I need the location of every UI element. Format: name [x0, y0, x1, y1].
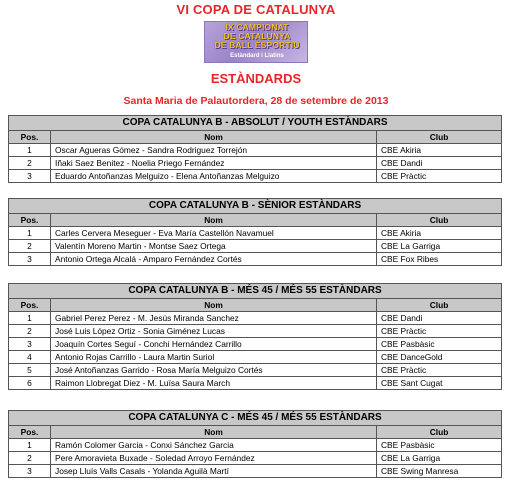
row-couple-name: Valentín Moreno Martin - Montse Saez Ortega	[51, 240, 377, 253]
column-header-name: Nom	[51, 299, 377, 312]
row-couple-name: Gabriel Perez Perez - M. Jesús Miranda Sanchez	[51, 312, 377, 325]
row-position: 2	[9, 325, 51, 338]
column-header-club: Club	[377, 299, 502, 312]
table-row	[9, 240, 502, 253]
table-title-row	[9, 116, 502, 131]
event-place-date: Santa Maria de Palautordera, 28 de setembre de 2013	[123, 95, 389, 107]
table-title: COPA CATALUNYA B - ABSOLUT / YOUTH ESTÀNDARS	[9, 116, 502, 131]
row-club: CBE La Garriga	[377, 452, 502, 465]
results-table	[8, 410, 502, 478]
row-club: CBE Pràctic	[377, 325, 502, 338]
row-position: 1	[9, 227, 51, 240]
row-position: 1	[9, 439, 51, 452]
results-table	[8, 115, 502, 183]
table-row	[9, 351, 502, 364]
table-row	[9, 452, 502, 465]
table-row	[9, 439, 502, 452]
row-club: CBE Pasbàsic	[377, 338, 502, 351]
page-title: VI COPA DE CATALUNYA	[176, 2, 336, 17]
table-row	[9, 338, 502, 351]
column-header-pos: Pos.	[9, 131, 51, 144]
table-row	[9, 377, 502, 390]
row-club: CBE Fox Ribes	[377, 253, 502, 266]
column-header-row	[9, 131, 502, 144]
table-row	[9, 253, 502, 266]
row-position: 5	[9, 364, 51, 377]
table-row	[9, 157, 502, 170]
row-position: 2	[9, 240, 51, 253]
column-header-pos: Pos.	[9, 299, 51, 312]
row-couple-name: Raimon Llobregat Diez - M. Luïsa Saura March	[51, 377, 377, 390]
row-club: CBE Swing Manresa	[377, 465, 502, 478]
column-header-club: Club	[377, 426, 502, 439]
row-position: 3	[9, 170, 51, 183]
table-title-row	[9, 199, 502, 214]
table-title-row	[9, 284, 502, 299]
row-position: 1	[9, 312, 51, 325]
row-position: 3	[9, 253, 51, 266]
row-couple-name: José Antoñanzas Garrido - Rosa María Melguizo Cortés	[51, 364, 377, 377]
column-header-name: Nom	[51, 426, 377, 439]
row-couple-name: Joaquín Cortes Seguí - Conchi Hernández Carrillo	[51, 338, 377, 351]
row-club: CBE Akiria	[377, 144, 502, 157]
table-row	[9, 312, 502, 325]
logo-line-3: DE BALL ESPORTIU	[214, 40, 300, 50]
table-title-row	[9, 411, 502, 426]
table-row	[9, 364, 502, 377]
row-club: CBE La Garriga	[377, 240, 502, 253]
column-header-pos: Pos.	[9, 214, 51, 227]
row-position: 4	[9, 351, 51, 364]
row-position: 6	[9, 377, 51, 390]
logo-line-2: DE CATALUNYA	[223, 31, 291, 41]
table-title: COPA CATALUNYA B - SÈNIOR ESTÀNDARS	[9, 199, 502, 214]
row-club: CBE Pasbàsic	[377, 439, 502, 452]
table-row	[9, 144, 502, 157]
row-position: 2	[9, 452, 51, 465]
column-header-club: Club	[377, 214, 502, 227]
table-row	[9, 325, 502, 338]
column-header-row	[9, 426, 502, 439]
results-table	[8, 198, 502, 266]
row-couple-name: Pere Amoravieta Buxade - Soledad Arroyo Fernández	[51, 452, 377, 465]
row-club: CBE DanceGold	[377, 351, 502, 364]
row-couple-name: José Luis López Ortiz - Sonia Giménez Lucas	[51, 325, 377, 338]
row-couple-name: Ramón Colomer Garcia - Conxi Sánchez Garcia	[51, 439, 377, 452]
column-header-pos: Pos.	[9, 426, 51, 439]
results-table	[8, 283, 502, 390]
row-couple-name: Oscar Agueras Gómez - Sandra Rodriguez Torrejón	[51, 144, 377, 157]
page-subtitle: ESTÀNDARDS	[210, 71, 302, 86]
row-club: CBE Sant Cugat	[377, 377, 502, 390]
table-row	[9, 170, 502, 183]
row-club: CBE Dandi	[377, 157, 502, 170]
column-header-name: Nom	[51, 214, 377, 227]
table-row	[9, 465, 502, 478]
row-couple-name: Iñaki Saez Benitez - Noelia Priego Fernández	[51, 157, 377, 170]
logo-line-1: IX CAMPIONAT	[225, 22, 289, 32]
row-position: 2	[9, 157, 51, 170]
table-title: COPA CATALUNYA C - MÉS 45 / MÉS 55 ESTÀNDARS	[9, 411, 502, 426]
row-club: CBE Pràctic	[377, 170, 502, 183]
table-row	[9, 227, 502, 240]
row-club: CBE Akiria	[377, 227, 502, 240]
row-couple-name: Antonio Rojas Carrillo - Laura Martin Suriol	[51, 351, 377, 364]
column-header-row	[9, 299, 502, 312]
row-couple-name: Antonio Ortega Alcalá - Amparo Fernández Cortés	[51, 253, 377, 266]
row-couple-name: Carles Cervera Meseguer - Eva María Castellón Navamuel	[51, 227, 377, 240]
row-couple-name: Josep Lluís Valls Casals - Yolanda Aguilà Martí	[51, 465, 377, 478]
column-header-name: Nom	[51, 131, 377, 144]
column-header-row	[9, 214, 502, 227]
column-header-club: Club	[377, 131, 502, 144]
row-position: 1	[9, 144, 51, 157]
row-club: CBE Dandi	[377, 312, 502, 325]
row-position: 3	[9, 465, 51, 478]
row-couple-name: Eduardo Antoñanzas Melguizo - Elena Antoñanzas Melguizo	[51, 170, 377, 183]
logo-subtitle: Estàndard i Llatins	[230, 53, 284, 59]
championship-logo	[204, 21, 308, 63]
row-position: 3	[9, 338, 51, 351]
table-title: COPA CATALUNYA B - MÉS 45 / MÉS 55 ESTÀNDARS	[9, 284, 502, 299]
row-club: CBE Pràctic	[377, 364, 502, 377]
